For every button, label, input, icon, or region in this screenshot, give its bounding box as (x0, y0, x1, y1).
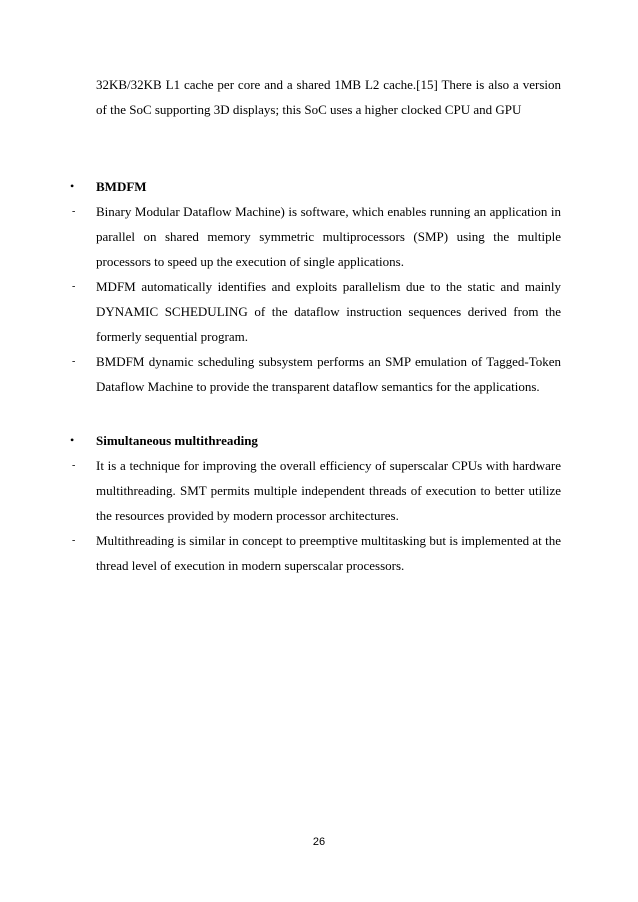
list-item (0, 349, 638, 399)
list-item-text: Binary Modular Dataflow Machine) is software, which enables running an application in parallel on shared memory symmetric multiprocessors (SMP) using the multiple processors to speed up the execution of single applications. (96, 204, 561, 269)
page-number: 26 (312, 836, 326, 848)
dash-marker: - (72, 535, 76, 546)
list-item (0, 274, 638, 349)
list-item (0, 453, 638, 528)
list-item-text: Multithreading is similar in concept to preemptive multitasking but is implemented at the thread level of execution in modern superscalar processors. (96, 533, 561, 573)
bullet-icon: • (70, 179, 75, 193)
section-title: BMDFM (96, 179, 147, 194)
list-item-text: MDFM automatically identifies and exploits parallelism due to the static and mainly DYNAMIC SCHEDULING of the dataflow instruction sequences derived from the formerly sequential program. (96, 279, 561, 344)
bullet-icon: • (70, 433, 75, 447)
section-simultaneous-multithreading (0, 428, 638, 578)
section-bmdfm (0, 174, 638, 399)
list-item-text: It is a technique for improving the overall efficiency of superscalar CPUs with hardware multithreading. SMT permits multiple independent threads of execution to better utilize the resources provided by modern processor architectures. (96, 458, 561, 523)
list-item (0, 199, 638, 274)
dash-marker: - (72, 206, 76, 217)
dash-marker: - (72, 281, 76, 292)
section-title: Simultaneous multithreading (96, 433, 258, 448)
list-item-text: BMDFM dynamic scheduling subsystem performs an SMP emulation of Tagged-Token Dataflow Machine to provide the transparent dataflow semantics for the applications. (96, 354, 561, 394)
dash-marker: - (72, 356, 76, 367)
intro-paragraph: 32KB/32KB L1 cache per core and a shared 1MB L2 cache.[15] There is also a version of the SoC supporting 3D displays; this SoC uses a higher clocked CPU and GPU (96, 77, 561, 117)
list-item (0, 528, 638, 578)
dash-marker: - (72, 460, 76, 471)
bullet-heading (0, 428, 638, 453)
bullet-heading (0, 174, 638, 199)
